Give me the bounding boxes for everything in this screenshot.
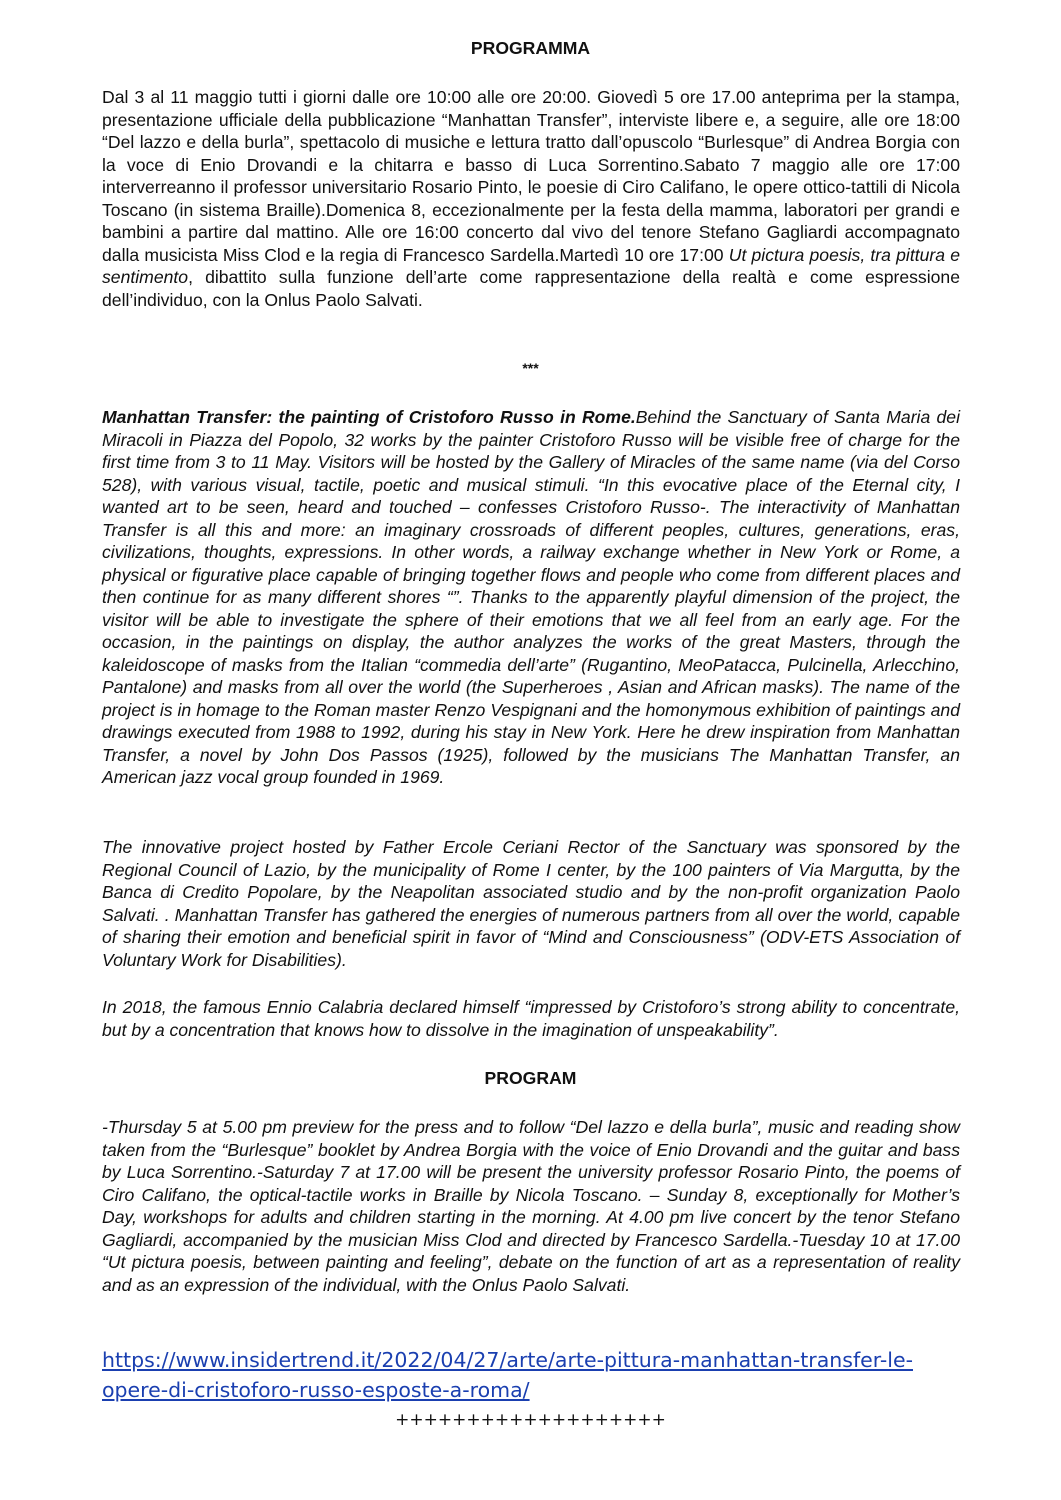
programma-paragraph	[102, 86, 960, 311]
source-link-line-2[interactable]: opere-di-cristoforo-russo-esposte-a-roma/	[102, 1378, 530, 1402]
programma-italic-title: Ut pictura poesis, tra pittura e sentimento	[102, 244, 960, 287]
article-headline: Manhattan Transfer: the painting of Cristoforo Russo in Rome.	[102, 407, 636, 427]
program-paragraph: -Thursday 5 at 5.00 pm preview for the press and to follow “Del lazzo e della burla”, music and reading show taken from the “Burlesque” booklet by Andrea Borgia with the voice of Enio Drovandi and the guitar and bass by Luca Sorrentino.-Saturday 7 at 17.00 will be present the university professor Rosario Pinto, the poems of Ciro Califano, the optical-tactile works in Braille by Nicola Toscano. – Sunday 8, exceptionally for Mother’s Day, workshops for adults and children starting in the morning. At 4.00 pm live concert by the tenor Stefano Gagliardi, accompanied by the musician Miss Clod and directed by Francesco Sardella.-Tuesday 10 at 17.00 “Ut pictura poesis, between painting and feeling”, debate on the function of art as a representation of reality and as an expression of the individual, with the Onlus Paolo Salvati.	[102, 1117, 960, 1295]
programma-text-b: , dibattito sulla funzione dell’arte come rappresentazione della realtà e come espressione dell’individuo, con la Onlus Paolo Salvati.	[102, 267, 960, 310]
footer-plus-line: +++++++++++++++++++	[395, 1410, 666, 1430]
programma-heading: PROGRAMMA	[470, 38, 591, 58]
english-paragraph-3: In 2018, the famous Ennio Calabria declared himself “impressed by Cristoforo’s strong ability to concentrate, but by a concentration that knows how to dissolve in the imagination of unspeakability”.	[102, 997, 960, 1040]
english-article-paragraph	[102, 406, 960, 789]
section-separator: ***	[522, 360, 539, 376]
program-heading: PROGRAM	[484, 1068, 577, 1088]
source-link[interactable]	[102, 1345, 962, 1405]
english-paragraph-2: The innovative project hosted by Father Ercole Ceriani Rector of the Sanctuary was sponsored by the Regional Council of Lazio, by the municipality of Rome I center, by the 100 painters of Via Margutta, by the Banca di Credito Popolare, by the Neapolitan associated studio and by the non-profit organization Paolo Salvati. . Manhattan Transfer has gathered the energies of numerous partners from all over the world, capable of sharing their emotion and beneficial spirit in favor of “Mind and Consciousness” (ODV-ETS Association of Voluntary Work for Disabilities).	[102, 837, 960, 970]
article-body-1: Behind the Sanctuary of Santa Maria dei Miracoli in Piazza del Popolo, 32 works by the painter Cristoforo Russo will be visible free of charge for the first time from 3 to 11 May. Visitors will be hosted by the Gallery of Miracles of the same name (via del Corso 528), with various visual, tactile, poetic and musical stimuli. “In this evocative place of the Eternal city, I wanted art to be seen, heard and touched – confesses Cristoforo Russo-. The interactivity of Manhattan Transfer is all this and more: an imaginary crossroads of different peoples, cultures, generations, eras, civilizations, thoughts, expressions. In other words, a railway exchange whether in New York or Rome, a physical or figurative place capable of bringing together flows and people who come from different places and then continue for as many different shores “”. Thanks to the apparently playful dimension of the project, the visitor will be able to investigate the sphere of their emotions that we all feel from an early age. For the occasion, in the paintings on display, the author analyzes the works of the great Masters, through the kaleidoscope of masks from the Italian “commedia dell’arte” (Rugantino, MeoPatacca, Pulcinella, Arlecchino, Pantalone) and masks from all over the world (the Superheroes , Asian and African masks). The name of the project is in homage to the Roman master Renzo Vespignani and the homonymous exhibition of paintings and drawings executed from 1988 to 1992, during his stay in New York. Here he drew inspiration from Manhattan Transfer, a novel by John Dos Passos (1925), followed by the musicians The Manhattan Transfer, an American jazz vocal group founded in 1969.	[102, 407, 960, 787]
source-link-line-1[interactable]: https://www.insidertrend.it/2022/04/27/arte/arte-pittura-manhattan-transfer-le-	[102, 1348, 913, 1372]
programma-text-a: Dal 3 al 11 maggio tutti i giorni dalle ore 10:00 alle ore 20:00. Giovedì 5 ore 17.00 anteprima per la stampa, presentazione ufficiale della pubblicazione “Manhattan Transfer”, interviste libere e, a seguire, alle ore 18:00 “Del lazzo e della burla”, spettacolo di musiche e lettura tratto dall’opuscolo “Burlesque” di Andrea Borgia con la voce di Enio Drovandi e la chitarra e basso di Luca Sorrentino.Sabato 7 maggio alle ore 17:00 interverreanno il professor universitario Rosario Pinto, le poesie di Ciro Califano, le opere ottico-tattili di Nicola Toscano (in sistema Braille).Domenica 8, eccezionalmente per la festa della mamma, laboratori per grandi e bambini a partire dal mattino. Alle ore 16:00 concerto dal vivo del tenore Stefano Gagliardi accompagnato dalla musicista Miss Clod e la regia di Francesco Sardella.Martedì 10 ore 17:00	[102, 87, 960, 265]
